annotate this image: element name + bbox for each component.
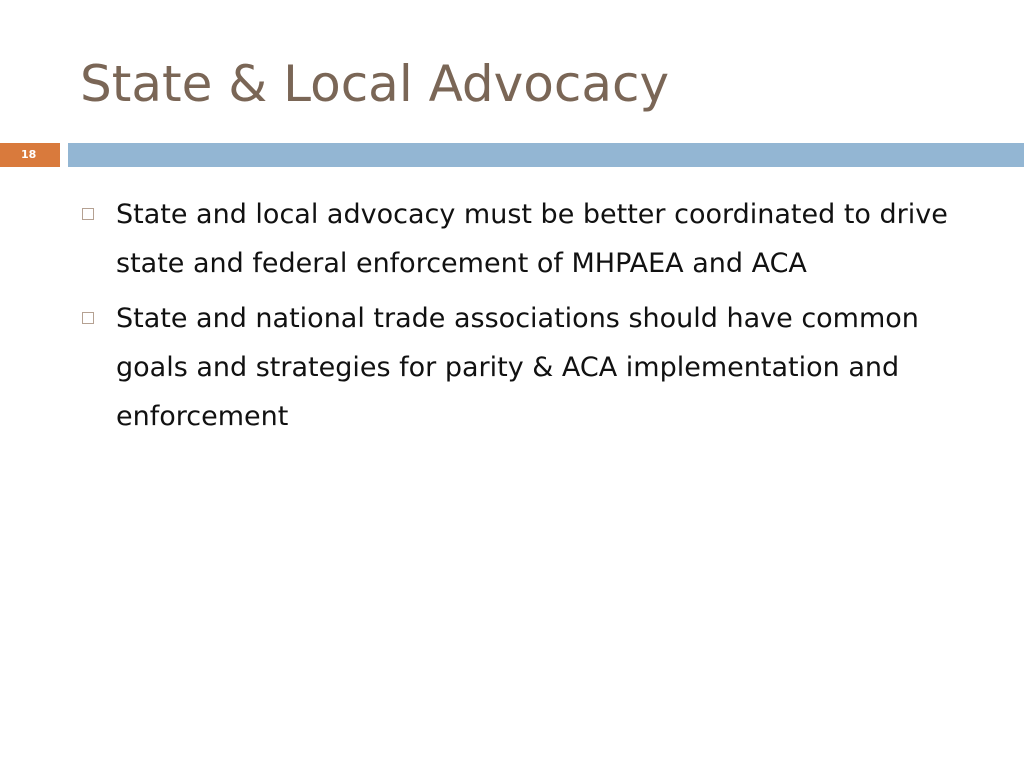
title-divider-bar [68, 143, 1024, 167]
bullet-text: State and local advocacy must be better coordinated to drive state and federal enforcement of MHPAEA and ACA [116, 199, 948, 279]
bullet-text: State and national trade associations should have common goals and strategies for parity & ACA implementation and enforcement [116, 303, 919, 432]
slide-title: State & Local Advocacy [80, 55, 670, 113]
bullet-list [80, 190, 980, 447]
bullet-item [80, 294, 980, 441]
slide-number-badge: 18 [0, 143, 60, 167]
bullet-item [80, 190, 980, 288]
square-bullet-icon [82, 208, 94, 220]
square-bullet-icon [82, 312, 94, 324]
